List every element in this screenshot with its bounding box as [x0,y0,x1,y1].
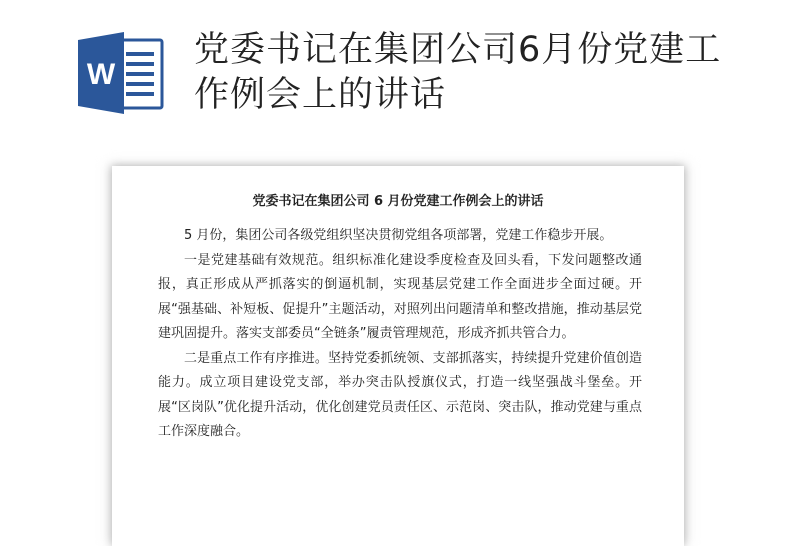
document-body [158,224,642,445]
paragraph: 5 月份，集团公司各级党组织坚决贯彻党组各项部署，党建工作稳步开展。 [184,228,613,243]
svg-text:W: W [86,58,116,91]
page-heading: 党委书记在集团公司 6 月份党建工作例会上的讲话 [252,194,544,209]
paragraph: 二是重点工作有序推进。坚持党委抓统领、支部抓落实，持续提升党建价值创造能力。成立项目建设党支部，举办突击队授旗仪式，打造一线坚强战斗堡垒。开展“区岗队”优化提升活动，优化创建党员责任区、示范岗、突击队，推动党建与重点工作深度融合。 [158,350,642,439]
paragraph: 一是党建基础有效规范。组织标准化建设季度检查及回头看，下发问题整改通报，真正形成从严抓落实的倒逼机制，实现基层党建工作全面进步全面过硬。开展“强基础、补短板、促提升”主题活动，对照列出问题清单和整改措施，推动基层党建巩固提升。落实支部委员“全链条”履责管理规范，形成齐抓共管合力。 [158,252,642,341]
document-page [112,166,684,546]
document-title: 党委书记在集团公司6月份党建工作例会上的讲话 [194,30,722,115]
header [0,0,800,150]
word-document-icon [78,32,168,114]
